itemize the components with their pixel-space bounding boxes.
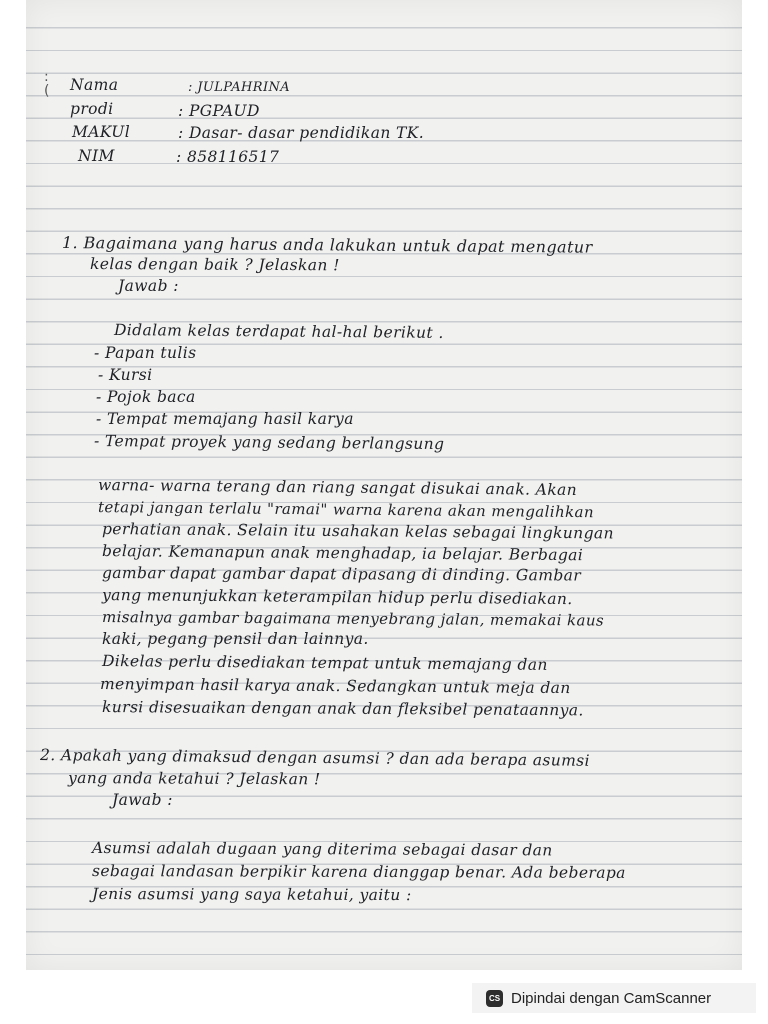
q1-paragraph-line: warna- warna terang dan riang sangat disukai anak. Akan bbox=[97, 476, 578, 500]
q1-intro: Didalam kelas terdapat hal-hal berikut . bbox=[113, 321, 444, 342]
q1-paragraph-line: belajar. Kemanapun anak menghadap, ia belajar. Berbagai bbox=[101, 542, 584, 565]
q1-paragraph-line: tetapi jangan terlalu "ramai" warna karena akan mengalihkan bbox=[97, 498, 595, 522]
identity-value-prodi: : PGPAUD bbox=[178, 102, 260, 120]
identity-label-prodi: prodi bbox=[70, 100, 114, 118]
q1-paragraph-line: kaki, pegang pensil dan lainnya. bbox=[102, 630, 369, 648]
q1-question-line-2: kelas dengan baik ? Jelaskan ! bbox=[89, 255, 340, 275]
identity-value-nim: : 858116517 bbox=[176, 148, 280, 166]
q1-item: - Kursi bbox=[98, 366, 153, 384]
identity-value-makul: : Dasar- dasar pendidikan TK. bbox=[178, 124, 425, 142]
q2-question-line-2: yang anda ketahui ? Jelaskan ! bbox=[67, 769, 321, 789]
identity-label-nama: Nama bbox=[70, 76, 119, 94]
q1-question-line-1: 1. Bagaimana yang harus anda lakukan untuk dapat mengatur bbox=[61, 233, 593, 257]
q1-paragraph-line: gambar dapat gambar dapat dipasang di dinding. Gambar bbox=[101, 564, 582, 585]
q2-paragraph-line: sebagai landasan berpikir karena dianggap benar. Ada beberapa bbox=[91, 862, 626, 882]
q1-paragraph-line: kursi disesuaikan dengan anak dan fleksibel penataannya. bbox=[101, 698, 584, 720]
q1-paragraph-line: misalnya gambar bagaimana menyebrang jalan, memakai kaus bbox=[101, 608, 605, 630]
q1-item: - Papan tulis bbox=[94, 344, 197, 362]
q1-paragraph-line: yang menunjukkan keterampilan hidup perlu disediakan. bbox=[101, 586, 573, 609]
q1-paragraph-line: menyimpan hasil karya anak. Sedangkan untuk meja dan bbox=[99, 675, 571, 698]
q1-item: - Tempat proyek yang sedang berlangsung bbox=[93, 432, 445, 454]
identity-value-nama: : JULPAHRINA bbox=[188, 80, 291, 95]
q2-question-line-1: 2. Apakah yang dimaksud dengan asumsi ? dan ada berapa asumsi bbox=[39, 746, 591, 770]
camscanner-watermark bbox=[472, 983, 756, 1013]
q1-item: - Tempat memajang hasil karya bbox=[96, 410, 354, 428]
q1-paragraph-line: Dikelas perlu disediakan tempat untuk memajang dan bbox=[101, 652, 548, 674]
q2-jawab: Jawab : bbox=[112, 791, 173, 809]
camscanner-icon: CS bbox=[486, 990, 503, 1007]
q2-paragraph-line: Jenis asumsi yang saya ketahui, yaitu : bbox=[91, 885, 412, 905]
q1-jawab: Jawab : bbox=[118, 277, 179, 295]
identity-label-makul: MAKUl bbox=[72, 123, 131, 141]
q1-paragraph-line: perhatian anak. Selain itu usahakan kelas sebagai lingkungan bbox=[101, 520, 615, 543]
identity-label-nim: NIM bbox=[78, 147, 115, 165]
notebook-page bbox=[26, 0, 742, 970]
q2-paragraph-line: Asumsi adalah dugaan yang diterima sebagai dasar dan bbox=[91, 839, 553, 860]
camscanner-text: Dipindai dengan CamScanner bbox=[511, 989, 712, 1007]
q1-item: - Pojok baca bbox=[96, 388, 196, 406]
margin-mark: : ( bbox=[44, 69, 50, 99]
